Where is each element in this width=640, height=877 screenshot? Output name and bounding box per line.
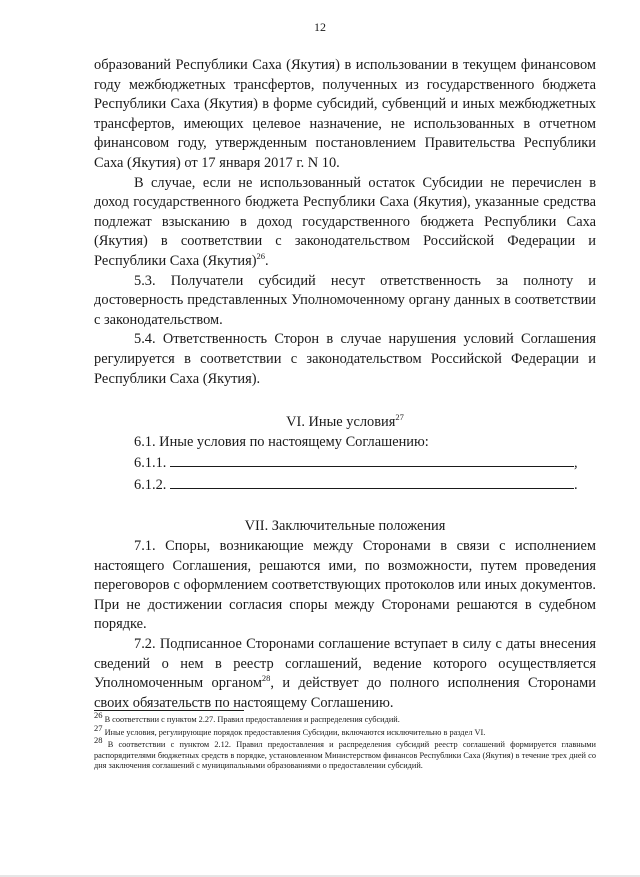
paragraph-5-4: 5.4. Ответственность Сторон в случае нарушения условий Соглашения регулируется в соответствии с законодательством Российской Федерации и Республики Саха (Якутия). [94,331,596,387]
fill-in-line [170,474,574,489]
footnote-27: $^{27}$ Иные условия, регулирующие порядок предоставления Субсидии, включаются исключительно в раздел VI. [94,722,486,737]
footnotes [94,710,596,774]
paragraph-5-3: 5.3. Получатели субсидий несут ответственность за полноту и достоверность представленных Уполномоченному органу данных в соответствии с законодательством. [94,272,596,328]
item-6-1: 6.1. Иные условия по настоящему Соглашению: [134,433,429,450]
section-7-title: VII. Заключительные положения [244,518,446,535]
blank-line-6-1-1: 6.1.1. , [134,452,596,474]
document-body [94,56,596,713]
footnote-separator [94,710,244,711]
paragraph-7-2: 7.2. Подписанное Сторонами соглашение вступает в силу с даты внесения сведений о нем в реестр соглашений, ведение которого осуществляется Уполномоченным органом$^{28}$, и действует до полного исполнения Сторонами своих обязательств по настоящему Соглашению. [94,636,596,711]
page-number: 12 [314,20,326,34]
fill-in-line [170,452,574,467]
footnote-28: $^{28}$ В соответствии с пунктом 2.12. Правил предоставления и распределения субсидий реестр соглашений формируется главными распорядителями бюджетных средств в порядке, установленном Министерством финансов Республики Саха (Якутия) в течение трех дней со дня заключения соглашений с муниципальными образованиями о предоставлении субсидий. [94,735,596,771]
section-6-title: VI. Иные условия$^{27}$ [286,412,404,431]
footnote-ref-26[interactable]: 26 [256,251,266,262]
paragraph-unused-balance: В случае, если не использованный остаток Субсидии не перечислен в доход государственного бюджета Республики Саха (Якутия), указанные средства подлежат взысканию в доход государственного бюджета Республики Саха (Якутия) в соответствии с законодательством Российской Федерации и Республики Саха (Якутия)$^{26}$. [94,174,596,269]
paragraph-continuation: образований Республики Саха (Якутия) в использовании в текущем финансовом году межбюджетных трансфертов, полученных из государственного бюджета Республики Саха (Якутия) в форме субсидий, субвенций и иных межбюджетных трансфертов, имеющих целевое назначение, не использованных в отчетном финансовом году, утвержденным постановлением Правительства Республики Саха (Якутия) от 17 января 2017 г. N 10. [94,57,596,171]
footnote-26: $^{26}$ В соответствии с пунктом 2.27. Правил предоставления и распределения субсидий. [94,710,400,724]
footnote-ref-27[interactable]: 27 [395,412,404,423]
paragraph-7-1: 7.1. Споры, возникающие между Сторонами в связи с исполнением настоящего Соглашения, решаются ими, по возможности, путем проведения переговоров с оформлением соответствующих протоколов или иных документов. При не достижении согласия споры между Сторонами решаются в судебном порядке. [94,538,596,633]
footnote-ref-28[interactable]: 28 [261,673,271,684]
blank-line-6-1-2: 6.1.2. . [134,474,596,496]
